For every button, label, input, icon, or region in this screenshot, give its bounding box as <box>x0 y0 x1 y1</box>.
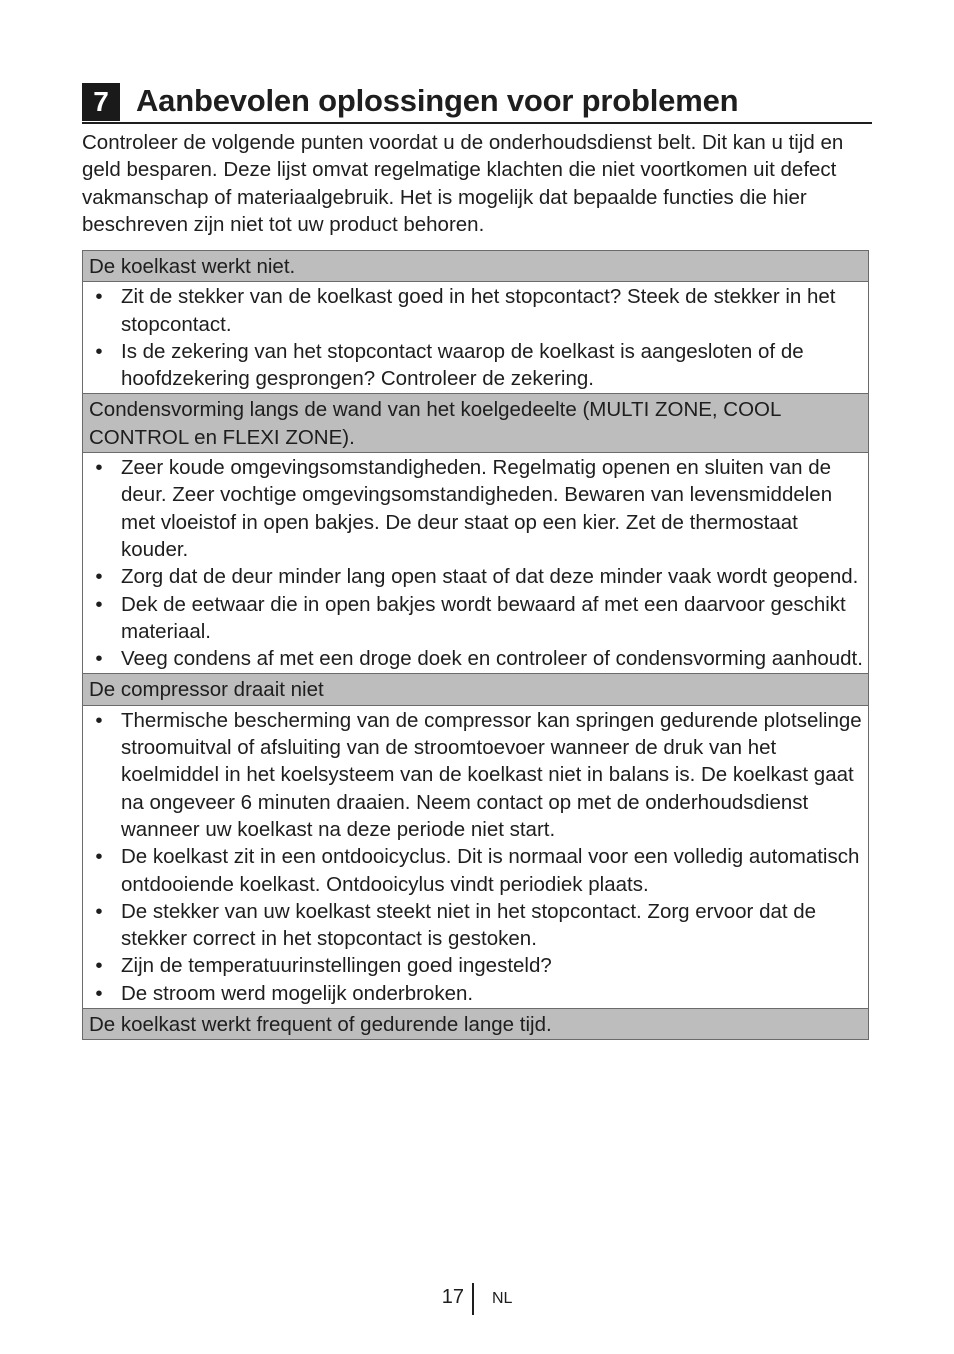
list-item-text: Thermische bescherming van de compressor kan springen gedurende plotselinge stroomuitval of afsluiting van de stroomtoevoer wanneer de druk van het koelmiddel in het koelsysteem van de koelkast niet in balans is. De koelkast gaat na ongeveer 6 minuten draaien. Neem contact op met de onderhoudsdienst wanneer uw koelkast na deze periode niet start. <box>121 708 862 841</box>
bullet-icon: • <box>95 845 103 869</box>
list-item <box>83 283 864 338</box>
list-item <box>83 563 864 590</box>
solutions-cell <box>83 453 868 674</box>
list-item <box>83 645 864 672</box>
list-item <box>83 707 864 843</box>
bullet-icon: • <box>95 339 103 363</box>
list-item <box>83 454 864 563</box>
problem-title: De koelkast werkt frequent of gedurende lange tijd. <box>83 1009 868 1040</box>
bullet-icon: • <box>95 456 103 480</box>
list-item-text: Is de zekering van het stopcontact waarop de koelkast is aangesloten of de hoofdzekering gesprongen? Controleer de zekering. <box>121 339 804 391</box>
problem-title: Condensvorming langs de wand van het koelgedeelte (MULTI ZONE, COOL CONTROL en FLEXI ZONE). <box>83 394 868 453</box>
troubleshooting-table <box>82 250 869 1040</box>
bullet-icon: • <box>95 708 103 732</box>
bullet-icon: • <box>95 899 103 923</box>
bullet-icon: • <box>95 285 103 309</box>
list-item-text: Zit de stekker van de koelkast goed in het stopcontact? Steek de stekker in het stopcontact. <box>121 285 836 336</box>
chapter-heading <box>82 80 872 124</box>
page-number: 17 <box>441 1286 464 1308</box>
problem-title: De compressor draait niet <box>83 674 868 705</box>
intro-paragraph: Controleer de volgende punten voordat u de onderhoudsdienst belt. Dit kan u tijd en geld besparen. Deze lijst omvat regelmatige klachten die niet voortkomen uit defect vakmanschap of materiaalgebruik. Het is mogelijk dat bepaalde functies die hier beschreven zijn niet tot uw product behoren. <box>82 131 844 236</box>
solutions-cell <box>83 706 868 1009</box>
bullet-icon: • <box>95 954 103 978</box>
page-footer <box>0 1283 954 1315</box>
list-item-text: De stroom werd mogelijk onderbroken. <box>121 981 474 1005</box>
solutions-list <box>83 283 864 392</box>
list-item-text: Veeg condens af met een droge doek en controleer of condensvorming aanhoudt. <box>121 647 863 671</box>
list-item <box>83 338 864 393</box>
list-item <box>83 591 864 646</box>
bullet-icon: • <box>95 981 103 1005</box>
bullet-icon: • <box>95 647 103 671</box>
list-item <box>83 952 864 979</box>
bullet-icon: • <box>95 592 103 616</box>
problem-title: De koelkast werkt niet. <box>83 251 868 282</box>
list-item-text: De koelkast zit in een ontdooicyclus. Dit is normaal voor een volledig automatisch ontdooiende koelkast. Ontdooicylus vindt periodiek plaats. <box>121 845 860 896</box>
page-title: Aanbevolen oplossingen voor problemen <box>136 83 739 118</box>
list-item-text: Zeer koude omgevingsomstandigheden. Regelmatig openen en sluiten van de deur. Zeer vochtige omgevingsomstandigheden. Bewaren van levensmiddelen met vloeistof in open bakjes. De deur staat op een kier. Zet de thermostaat kouder. <box>121 456 833 561</box>
solutions-list <box>83 707 864 1007</box>
list-item <box>83 898 864 953</box>
list-item <box>83 980 864 1007</box>
solutions-list <box>83 454 864 672</box>
solutions-cell <box>83 282 868 394</box>
language-code: NL <box>492 1290 513 1307</box>
list-item-text: Dek de eetwaar die in open bakjes wordt bewaard af met een daarvoor geschikt materiaal. <box>121 592 846 643</box>
list-item-text: Zorg dat de deur minder lang open staat of dat deze minder vaak wordt geopend. <box>121 565 859 589</box>
bullet-icon: • <box>95 565 103 589</box>
list-item-text: Zijn de temperatuurinstellingen goed ingesteld? <box>121 954 552 978</box>
chapter-number: 7 <box>82 83 120 121</box>
list-item <box>83 843 864 898</box>
list-item-text: De stekker van uw koelkast steekt niet in het stopcontact. Zorg ervoor dat de stekker correct in het stopcontact is gestoken. <box>121 899 817 951</box>
footer-divider <box>472 1283 474 1315</box>
